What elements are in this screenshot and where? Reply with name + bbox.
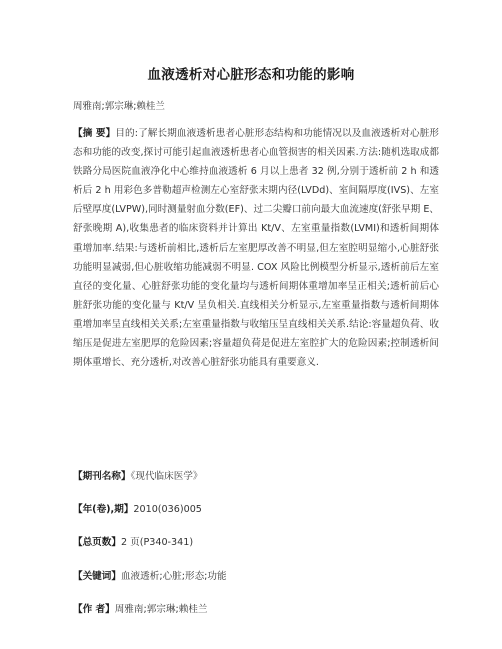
meta-pages [73, 534, 193, 548]
meta-pages-label: 【总页数】 [73, 537, 121, 548]
meta-volume [73, 501, 202, 515]
meta-journal-value: 《现代临床医学》 [130, 471, 203, 482]
meta-authors [73, 601, 208, 615]
author-line: 周雅南;郭宗琳;赖桂兰 [73, 101, 165, 112]
meta-keywords-label: 【关键词】 [73, 571, 121, 582]
meta-keywords-value: 血液透析;心脏;形态;功能 [120, 571, 227, 582]
meta-pages-value: 2 页(P340-341) [120, 537, 194, 548]
abstract-paragraph [73, 124, 439, 372]
meta-authors-label: 【作 者】 [73, 604, 115, 615]
meta-volume-label: 【年(卷),期】 [73, 504, 134, 515]
meta-volume-value: 2010(036)005 [133, 504, 202, 515]
abstract-label: 【摘 要】 [73, 128, 116, 139]
meta-journal [73, 468, 203, 482]
paper-title: 血液透析对心脏形态和功能的影响 [147, 67, 355, 83]
abstract-text: 目的:了解长期血液透析患者心脏形态结构和功能情况以及血液透析对心脏形态和功能的改变,探讨可能引起血液透析患者心血管损害的相关因素.方法:随机选取成都铁路分局医院血液净化中心维持血液透析 6 月以上患者 32 例,分别于透析前 2 h 和透析后 2 h 用彩色多普勒超声检测左心室舒张末期内径(LVDd)、室间隔厚度(IVS)、左室后壁厚度(LVPW),同时测量射血分数(EF)、过二尖瓣口前向最大血流速度(舒张早期 E、舒张晚期 A),收集患者的临床资料并计算出 Kt/V、左室重量指数(LVMI)和透析间期体重增加率.结果:与透析前相比,透析后左室肥厚改善不明显,但左室腔明显缩小,心脏舒张功能明显减弱,但心脏收缩功能减弱不明显. COX 风险比例模型分析显示,透析前后左室直径的变化量、心脏舒张功能的变化量均与透析间期体重增加率呈正相关;透析前后心脏舒张功能的变化量与 Kt/V 呈负相关.直线相关分析显示,左室重量指数与透析间期体重增加率呈直线相关关系;左室重量指数与收缩压呈直线相关关系.结论:容量超负荷、收缩压是促进左室肥厚的危险因素;容量超负荷是促进左室腔扩大的危险因素;控制透析间期体重增长、充分透析,对改善心脏舒张功能具有重要意义. [73, 128, 440, 369]
meta-authors-value: 周雅南;郭宗琳;赖桂兰 [114, 604, 208, 615]
meta-journal-label: 【期刊名称】 [73, 471, 131, 482]
meta-keywords [73, 568, 227, 582]
